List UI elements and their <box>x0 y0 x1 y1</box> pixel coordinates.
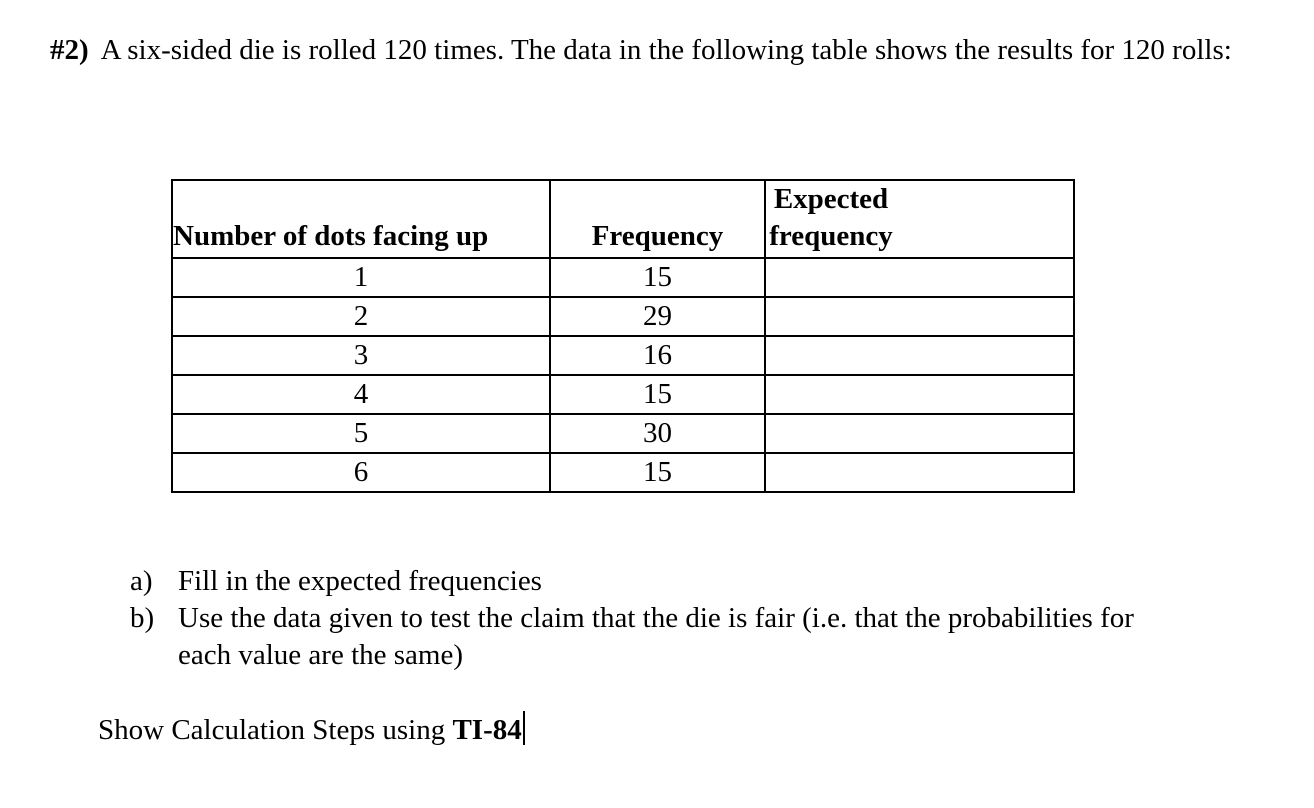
table-header-row <box>172 180 1074 258</box>
expected-cell[interactable] <box>765 375 1074 414</box>
table-row <box>172 453 1074 492</box>
expected-cell[interactable] <box>765 258 1074 297</box>
dots-cell: 3 <box>172 336 550 375</box>
header-expected <box>765 180 1074 258</box>
calc-prefix: Show Calculation Steps using <box>98 714 453 746</box>
question-part-b <box>130 600 1280 674</box>
question-parts <box>130 563 1280 674</box>
table-row <box>172 258 1074 297</box>
frequency-cell: 16 <box>550 336 765 375</box>
dots-cell: 6 <box>172 453 550 492</box>
dots-cell: 4 <box>172 375 550 414</box>
part-letter: b) <box>130 602 155 634</box>
problem-number: #2) <box>50 34 89 66</box>
frequency-cell: 29 <box>550 297 765 336</box>
expected-cell[interactable] <box>765 336 1074 375</box>
part-text: Fill in the expected frequencies <box>178 565 542 597</box>
table-row <box>172 375 1074 414</box>
text-cursor <box>523 711 525 745</box>
frequency-table <box>171 179 1075 493</box>
dots-cell: 1 <box>172 258 550 297</box>
part-text: Use the data given to test the claim that the die is fair (i.e. that the probabilities for each value are the same) <box>178 602 1134 671</box>
calc-tool: TI-84 <box>452 714 522 746</box>
header-frequency: Frequency <box>550 180 765 258</box>
frequency-cell: 15 <box>550 375 765 414</box>
dots-cell: 5 <box>172 414 550 453</box>
frequency-cell: 15 <box>550 258 765 297</box>
question-part-a <box>130 563 1280 600</box>
problem-text: A six-sided die is rolled 120 times. The data in the following table shows the results for 120 rolls: <box>100 34 1232 66</box>
header-expected-label: Expected frequency <box>769 183 893 252</box>
frequency-cell: 15 <box>550 453 765 492</box>
dots-cell: 2 <box>172 297 550 336</box>
expected-cell[interactable] <box>765 414 1074 453</box>
problem-statement <box>50 32 1250 69</box>
part-letter: a) <box>130 565 153 597</box>
header-dots: Number of dots facing up <box>172 180 550 258</box>
table-row <box>172 414 1074 453</box>
table-row <box>172 336 1074 375</box>
expected-cell[interactable] <box>765 453 1074 492</box>
calculation-instruction[interactable] <box>98 711 525 749</box>
table-row <box>172 297 1074 336</box>
frequency-cell: 30 <box>550 414 765 453</box>
expected-cell[interactable] <box>765 297 1074 336</box>
